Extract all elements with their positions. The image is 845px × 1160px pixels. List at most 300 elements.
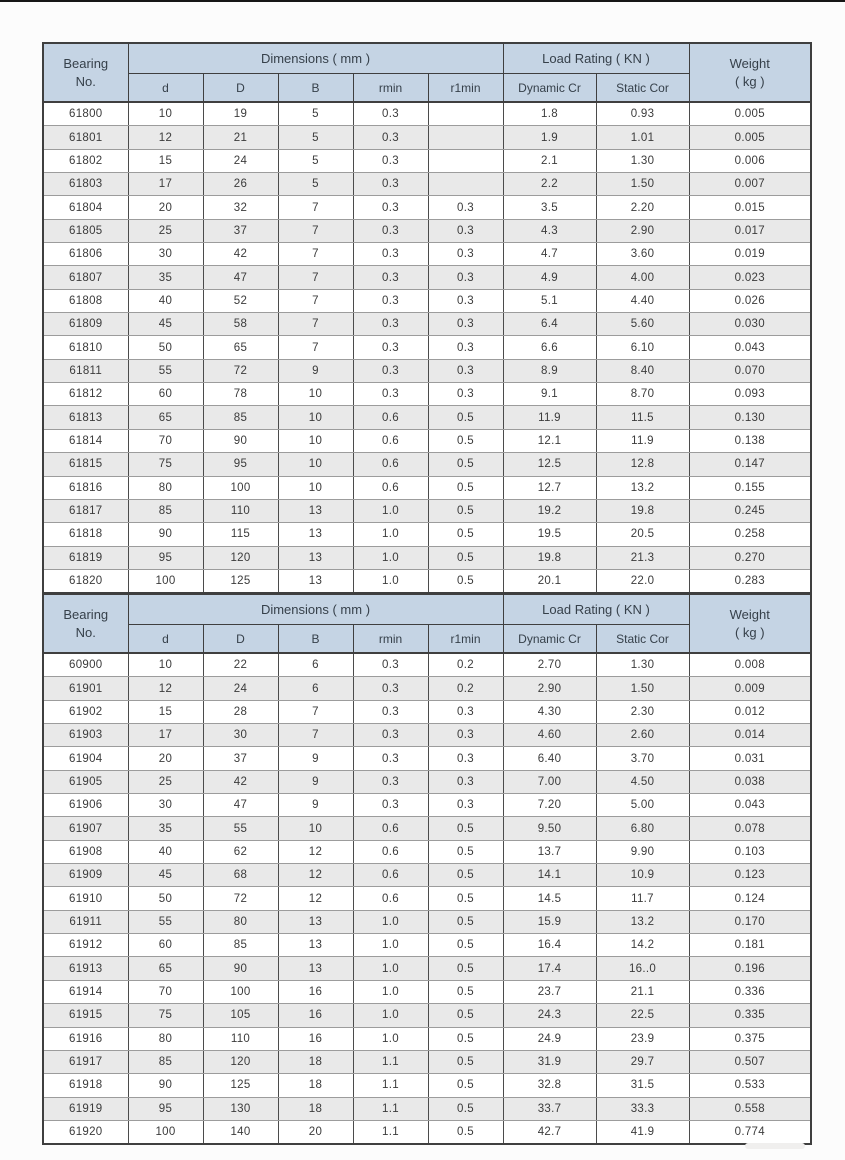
cell-d: 50 [128,336,203,359]
cell-bearing-no: 61913 [43,957,128,980]
cell-weight: 0.270 [689,546,811,569]
cell-static-cor: 4.40 [596,289,689,312]
cell-B: 16 [278,1004,353,1027]
cell-static-cor: 1.01 [596,126,689,149]
cell-bearing-no: 61817 [43,499,128,522]
cell-weight: 0.375 [689,1027,811,1050]
cell-d: 45 [128,313,203,336]
cell-dynamic-cr: 32.8 [503,1074,596,1097]
col-header-bearing-no [43,594,128,653]
cell-bearing-no: 61915 [43,1004,128,1027]
cell-static-cor: 20.5 [596,523,689,546]
cell-dynamic-cr: 24.9 [503,1027,596,1050]
cell-bearing-no: 61818 [43,523,128,546]
col-header-d: d [128,625,203,654]
table-row [43,1050,811,1073]
cell-weight: 0.008 [689,653,811,677]
cell-D: 85 [203,406,278,429]
col-header-B: B [278,74,353,103]
table-row [43,1027,811,1050]
cell-d: 60 [128,383,203,406]
cell-static-cor: 14.2 [596,934,689,957]
cell-rmin: 0.6 [353,476,428,499]
cell-B: 13 [278,499,353,522]
cell-D: 24 [203,677,278,700]
col-header-d: d [128,74,203,103]
cell-D: 65 [203,336,278,359]
cell-static-cor: 33.3 [596,1097,689,1120]
cell-d: 60 [128,934,203,957]
cell-rmin: 0.3 [353,724,428,747]
cell-static-cor: 2.30 [596,700,689,723]
cell-weight: 0.155 [689,476,811,499]
cell-d: 85 [128,499,203,522]
cell-d: 12 [128,126,203,149]
cell-d: 20 [128,747,203,770]
cell-d: 75 [128,1004,203,1027]
cell-r1min: 0.5 [428,934,503,957]
cell-weight: 0.507 [689,1050,811,1073]
cell-B: 18 [278,1097,353,1120]
cell-r1min: 0.3 [428,336,503,359]
cell-static-cor: 1.50 [596,677,689,700]
cell-rmin: 0.6 [353,429,428,452]
cell-rmin: 0.3 [353,677,428,700]
cell-bearing-no: 61800 [43,102,128,126]
cell-rmin: 0.3 [353,770,428,793]
table-row [43,499,811,522]
cell-d: 30 [128,794,203,817]
cell-D: 80 [203,910,278,933]
cell-static-cor: 6.10 [596,336,689,359]
cell-D: 125 [203,569,278,593]
cell-dynamic-cr: 2.2 [503,173,596,196]
cell-weight: 0.335 [689,1004,811,1027]
cell-dynamic-cr: 9.1 [503,383,596,406]
cell-dynamic-cr: 6.6 [503,336,596,359]
cell-dynamic-cr: 13.7 [503,840,596,863]
cell-d: 10 [128,102,203,126]
table-row [43,102,811,126]
cell-rmin: 0.6 [353,817,428,840]
cell-bearing-no: 61916 [43,1027,128,1050]
cell-r1min: 0.3 [428,289,503,312]
cell-dynamic-cr: 2.1 [503,149,596,172]
cell-dynamic-cr: 6.4 [503,313,596,336]
cell-r1min: 0.5 [428,546,503,569]
cell-weight: 0.558 [689,1097,811,1120]
cell-weight: 0.336 [689,980,811,1003]
cell-static-cor: 11.5 [596,406,689,429]
cell-static-cor: 8.40 [596,359,689,382]
cell-r1min: 0.5 [428,910,503,933]
cell-rmin: 0.3 [353,126,428,149]
cell-B: 12 [278,864,353,887]
cell-D: 37 [203,747,278,770]
cell-B: 7 [278,289,353,312]
cell-d: 50 [128,887,203,910]
cell-D: 105 [203,1004,278,1027]
cell-B: 13 [278,569,353,593]
cell-rmin: 0.3 [353,700,428,723]
cell-r1min: 0.2 [428,653,503,677]
cell-rmin: 0.6 [353,864,428,887]
table-row [43,266,811,289]
cell-rmin: 1.1 [353,1050,428,1073]
cell-B: 6 [278,653,353,677]
cell-B: 9 [278,794,353,817]
weight-label-line1: Weight [729,55,770,71]
cell-rmin: 0.3 [353,383,428,406]
cell-bearing-no: 61909 [43,864,128,887]
cell-dynamic-cr: 1.9 [503,126,596,149]
cell-r1min: 0.5 [428,1120,503,1144]
table-row [43,126,811,149]
cell-D: 58 [203,313,278,336]
cell-dynamic-cr: 42.7 [503,1120,596,1144]
cell-bearing-no: 61816 [43,476,128,499]
cell-r1min: 0.3 [428,359,503,382]
cell-weight: 0.006 [689,149,811,172]
cell-D: 90 [203,429,278,452]
cell-B: 18 [278,1074,353,1097]
cell-weight: 0.093 [689,383,811,406]
table-row [43,887,811,910]
cell-r1min: 0.5 [428,1050,503,1073]
table-row [43,747,811,770]
cell-D: 120 [203,546,278,569]
cell-D: 30 [203,724,278,747]
cell-r1min: 0.3 [428,196,503,219]
cell-rmin: 0.3 [353,336,428,359]
table-header [43,594,811,653]
cell-D: 115 [203,523,278,546]
table-row [43,794,811,817]
table-row [43,383,811,406]
col-header-weight [689,43,811,102]
cell-B: 7 [278,724,353,747]
cell-d: 65 [128,406,203,429]
cell-bearing-no: 61814 [43,429,128,452]
cell-weight: 0.283 [689,569,811,593]
table-row [43,980,811,1003]
cell-weight: 0.026 [689,289,811,312]
cell-static-cor: 22.5 [596,1004,689,1027]
cell-d: 25 [128,219,203,242]
cell-rmin: 1.0 [353,1027,428,1050]
cell-dynamic-cr: 14.5 [503,887,596,910]
cell-dynamic-cr: 12.5 [503,453,596,476]
cell-d: 100 [128,569,203,593]
cell-B: 9 [278,747,353,770]
cell-r1min: 0.5 [428,453,503,476]
table-row [43,910,811,933]
cell-rmin: 0.3 [353,173,428,196]
cell-bearing-no: 61803 [43,173,128,196]
cell-dynamic-cr: 11.9 [503,406,596,429]
cell-D: 125 [203,1074,278,1097]
cell-rmin: 1.0 [353,980,428,1003]
cell-dynamic-cr: 19.2 [503,499,596,522]
cell-bearing-no: 61806 [43,243,128,266]
cell-weight: 0.774 [689,1120,811,1144]
cell-bearing-no: 61807 [43,266,128,289]
cell-static-cor: 10.9 [596,864,689,887]
cell-bearing-no: 61905 [43,770,128,793]
cell-rmin: 1.0 [353,523,428,546]
cell-r1min: 0.5 [428,980,503,1003]
cell-static-cor: 6.80 [596,817,689,840]
cell-d: 25 [128,770,203,793]
cell-r1min: 0.5 [428,1097,503,1120]
table-row [43,1074,811,1097]
cell-dynamic-cr: 15.9 [503,910,596,933]
cell-rmin: 0.6 [353,840,428,863]
cell-B: 13 [278,910,353,933]
cell-d: 65 [128,957,203,980]
cell-rmin: 0.6 [353,887,428,910]
cell-B: 13 [278,934,353,957]
cell-B: 10 [278,383,353,406]
cell-d: 95 [128,546,203,569]
cell-static-cor: 23.9 [596,1027,689,1050]
cell-static-cor: 31.5 [596,1074,689,1097]
cell-D: 110 [203,1027,278,1050]
cell-weight: 0.012 [689,700,811,723]
cell-r1min: 0.2 [428,677,503,700]
cell-r1min: 0.5 [428,429,503,452]
cell-static-cor: 4.00 [596,266,689,289]
cell-D: 78 [203,383,278,406]
cell-static-cor: 11.9 [596,429,689,452]
cell-static-cor: 1.50 [596,173,689,196]
cell-bearing-no: 61904 [43,747,128,770]
cell-weight: 0.181 [689,934,811,957]
cell-r1min: 0.5 [428,864,503,887]
cell-B: 20 [278,1120,353,1144]
cell-weight: 0.147 [689,453,811,476]
table-row [43,173,811,196]
cell-weight: 0.015 [689,196,811,219]
cell-static-cor: 11.7 [596,887,689,910]
cell-d: 70 [128,429,203,452]
cell-rmin: 0.3 [353,219,428,242]
cell-B: 5 [278,102,353,126]
cell-d: 80 [128,1027,203,1050]
cell-dynamic-cr: 23.7 [503,980,596,1003]
table-row [43,476,811,499]
cell-dynamic-cr: 24.3 [503,1004,596,1027]
cell-rmin: 0.6 [353,406,428,429]
cell-weight: 0.245 [689,499,811,522]
cell-r1min: 0.3 [428,219,503,242]
table-row [43,1097,811,1120]
cell-weight: 0.043 [689,336,811,359]
cell-D: 130 [203,1097,278,1120]
cell-r1min: 0.3 [428,794,503,817]
cell-B: 7 [278,336,353,359]
cell-B: 5 [278,149,353,172]
cell-r1min: 0.5 [428,957,503,980]
cell-bearing-no: 61901 [43,677,128,700]
cell-static-cor: 4.50 [596,770,689,793]
cell-static-cor: 2.90 [596,219,689,242]
col-header-B: B [278,625,353,654]
cell-D: 28 [203,700,278,723]
cell-weight: 0.030 [689,313,811,336]
cell-bearing-no: 61906 [43,794,128,817]
cell-r1min: 0.5 [428,817,503,840]
cell-bearing-no: 61912 [43,934,128,957]
cell-r1min [428,126,503,149]
weight-label-line1: Weight [729,606,770,622]
cell-rmin: 0.3 [353,794,428,817]
table-row [43,770,811,793]
cell-dynamic-cr: 31.9 [503,1050,596,1073]
cell-D: 95 [203,453,278,476]
cell-dynamic-cr: 2.70 [503,653,596,677]
cell-weight: 0.078 [689,817,811,840]
cell-bearing-no: 61920 [43,1120,128,1144]
cell-bearing-no: 61812 [43,383,128,406]
cell-bearing-no: 61902 [43,700,128,723]
table-body [43,102,811,593]
cell-static-cor: 9.90 [596,840,689,863]
cell-d: 35 [128,266,203,289]
cell-d: 55 [128,910,203,933]
cell-d: 40 [128,289,203,312]
cell-rmin: 0.3 [353,747,428,770]
cell-rmin: 0.6 [353,453,428,476]
cell-r1min: 0.3 [428,243,503,266]
col-header-D: D [203,625,278,654]
cell-r1min: 0.5 [428,569,503,593]
cell-dynamic-cr: 4.60 [503,724,596,747]
cell-r1min: 0.5 [428,1074,503,1097]
cell-D: 52 [203,289,278,312]
table-row [43,864,811,887]
cell-weight: 0.103 [689,840,811,863]
table-row [43,243,811,266]
cell-weight: 0.009 [689,677,811,700]
cell-B: 13 [278,957,353,980]
cell-dynamic-cr: 4.9 [503,266,596,289]
cell-dynamic-cr: 6.40 [503,747,596,770]
col-header-rmin: rmin [353,74,428,103]
cell-weight: 0.014 [689,724,811,747]
cell-bearing-no: 61908 [43,840,128,863]
cell-d: 20 [128,196,203,219]
cell-static-cor: 0.93 [596,102,689,126]
cell-bearing-no: 61907 [43,817,128,840]
cell-rmin: 1.1 [353,1074,428,1097]
cell-B: 13 [278,546,353,569]
cell-bearing-no: 61813 [43,406,128,429]
table-row [43,453,811,476]
col-group-load-rating: Load Rating ( KN ) [503,594,689,625]
cell-r1min: 0.5 [428,499,503,522]
cell-static-cor: 21.3 [596,546,689,569]
col-header-rmin: rmin [353,625,428,654]
cell-bearing-no: 60900 [43,653,128,677]
bearing-label-line1: Bearing [63,55,109,71]
cell-dynamic-cr: 7.00 [503,770,596,793]
cell-weight: 0.019 [689,243,811,266]
cell-bearing-no: 61917 [43,1050,128,1073]
cell-dynamic-cr: 2.90 [503,677,596,700]
col-header-static-cor: Static Cor [596,74,689,103]
cell-D: 37 [203,219,278,242]
cell-d: 85 [128,1050,203,1073]
cell-D: 42 [203,770,278,793]
cell-d: 80 [128,476,203,499]
cell-dynamic-cr: 17.4 [503,957,596,980]
cell-B: 6 [278,677,353,700]
cell-D: 72 [203,887,278,910]
cell-weight: 0.196 [689,957,811,980]
cell-r1min [428,173,503,196]
cell-bearing-no: 61804 [43,196,128,219]
cell-r1min: 0.5 [428,887,503,910]
cell-rmin: 1.1 [353,1120,428,1144]
cell-B: 9 [278,770,353,793]
cell-bearing-no: 61919 [43,1097,128,1120]
cell-d: 45 [128,864,203,887]
cell-dynamic-cr: 33.7 [503,1097,596,1120]
cell-rmin: 1.0 [353,957,428,980]
cell-d: 90 [128,523,203,546]
cell-rmin: 0.3 [353,196,428,219]
cell-dynamic-cr: 19.8 [503,546,596,569]
cell-static-cor: 5.60 [596,313,689,336]
cell-weight: 0.038 [689,770,811,793]
table-body [43,653,811,1144]
table-row [43,817,811,840]
cell-D: 100 [203,476,278,499]
cell-r1min: 0.5 [428,840,503,863]
cell-d: 10 [128,653,203,677]
cell-static-cor: 3.70 [596,747,689,770]
top-border-line [0,0,845,2]
cell-B: 7 [278,219,353,242]
cell-rmin: 1.0 [353,1004,428,1027]
cell-D: 32 [203,196,278,219]
cell-rmin: 1.0 [353,546,428,569]
cell-bearing-no: 61903 [43,724,128,747]
cell-B: 9 [278,359,353,382]
table-row [43,289,811,312]
cell-bearing-no: 61820 [43,569,128,593]
table-row [43,934,811,957]
cell-bearing-no: 61810 [43,336,128,359]
cell-r1min [428,102,503,126]
cell-dynamic-cr: 14.1 [503,864,596,887]
cell-B: 12 [278,840,353,863]
cell-rmin: 1.0 [353,934,428,957]
cell-weight: 0.043 [689,794,811,817]
cell-B: 5 [278,126,353,149]
col-header-r1min: r1min [428,625,503,654]
cell-bearing-no: 61801 [43,126,128,149]
cell-static-cor: 22.0 [596,569,689,593]
table-row [43,406,811,429]
cell-dynamic-cr: 7.20 [503,794,596,817]
table-row [43,429,811,452]
cell-d: 15 [128,149,203,172]
bearing-spec-table-61800-series [42,42,812,594]
cell-D: 100 [203,980,278,1003]
cell-r1min: 0.3 [428,747,503,770]
